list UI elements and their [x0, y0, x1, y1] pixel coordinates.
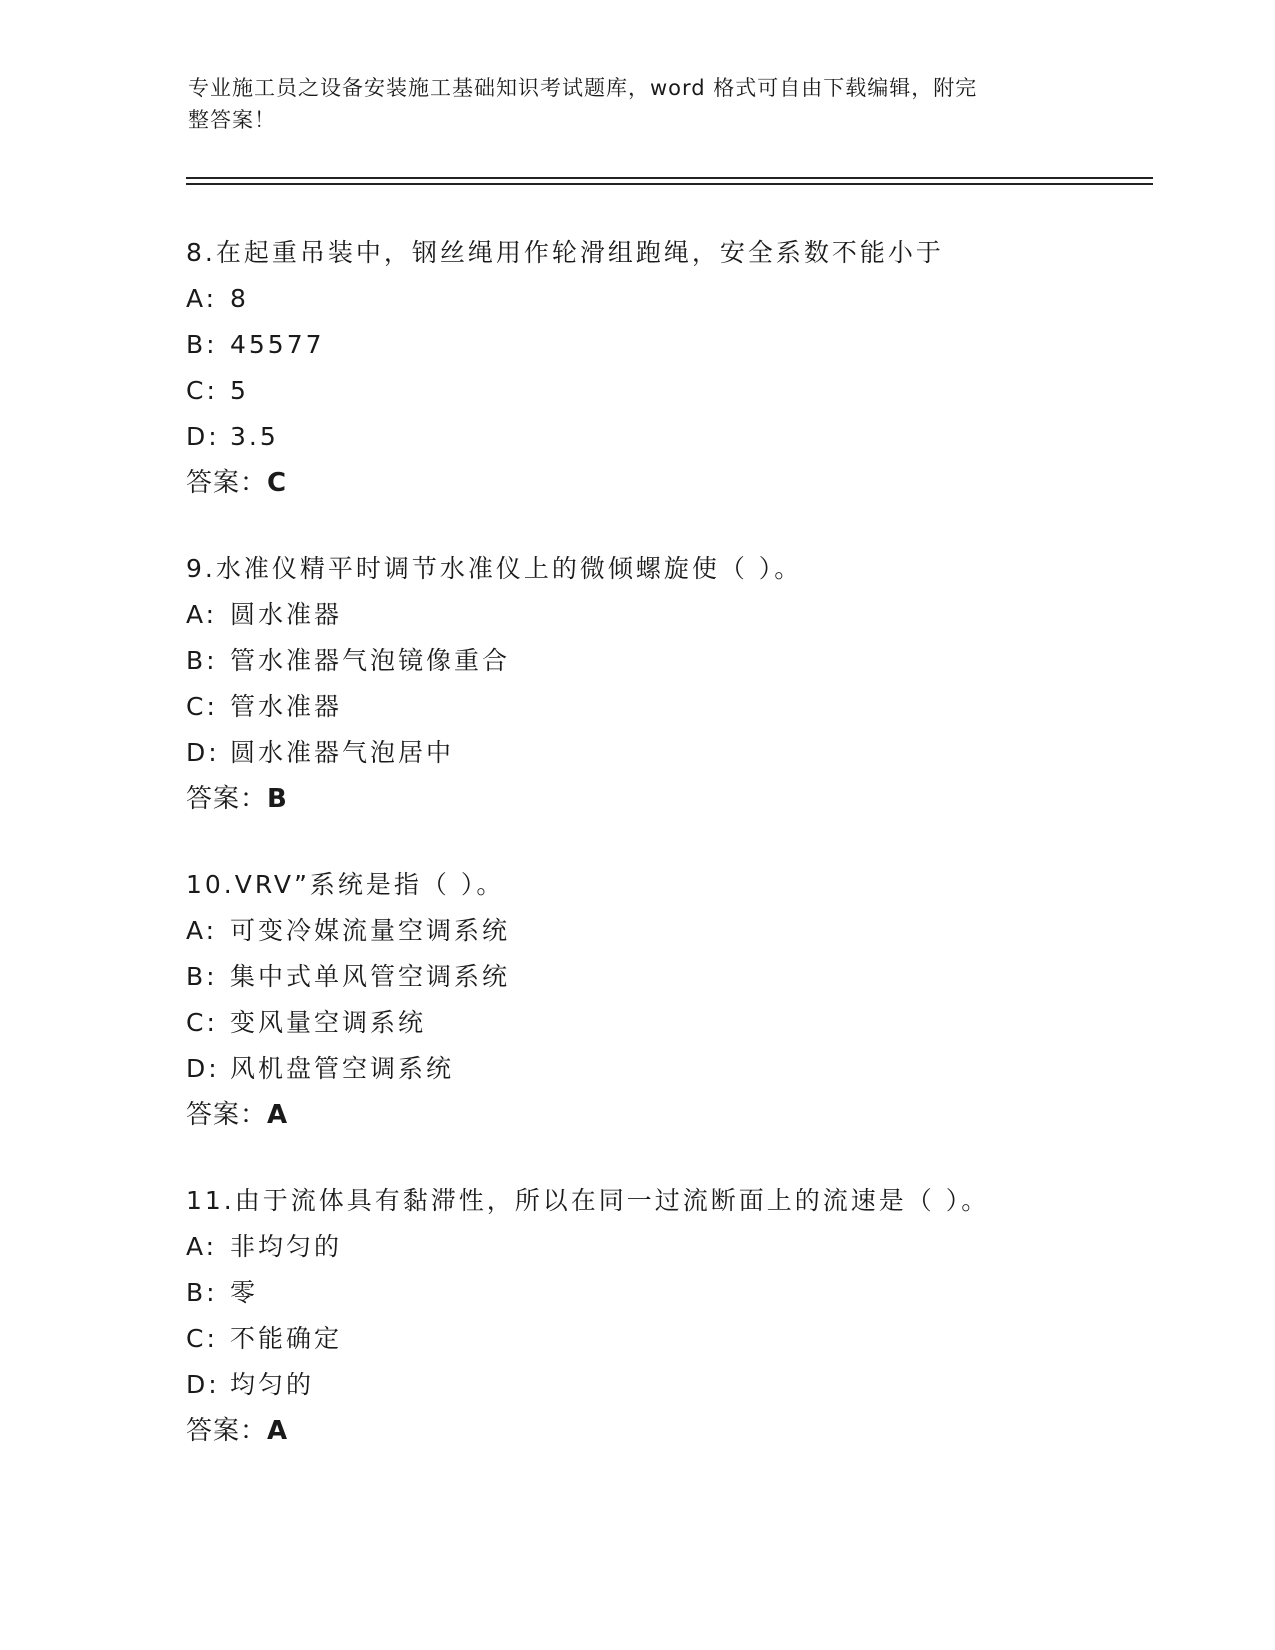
option-text: 不能确定 [230, 1324, 343, 1353]
option-c [186, 1323, 1186, 1369]
option-text: 8 [230, 284, 249, 313]
option-key: D: [186, 422, 220, 451]
option-c [186, 375, 1186, 421]
answer-value: A [267, 1416, 289, 1446]
answer-line [186, 783, 1186, 827]
option-text: 3.5 [230, 422, 279, 451]
option-text: 可变冷媒流量空调系统 [230, 916, 511, 945]
option-key: C: [186, 692, 218, 721]
answer-label: 答案： [186, 1100, 268, 1130]
header-divider-top [186, 177, 1153, 179]
option-a [186, 599, 1186, 645]
option-text: 管水准器 [230, 692, 343, 721]
question-stem: 9.水准仪精平时调节水准仪上的微倾螺旋使（ ）。 [186, 554, 803, 583]
option-key: A: [186, 284, 218, 313]
header-line-2: 整答案！ [188, 108, 276, 132]
option-b [186, 645, 1186, 691]
option-key: B: [186, 962, 218, 991]
question-11 [186, 1185, 1186, 1459]
option-key: D: [186, 738, 220, 767]
option-b [186, 329, 1186, 375]
question-stem: 8.在起重吊装中，钢丝绳用作轮滑组跑绳，安全系数不能小于 [186, 238, 944, 267]
option-text: 圆水准器 [230, 600, 343, 629]
option-key: B: [186, 646, 218, 675]
header-divider-bottom [186, 183, 1153, 185]
question-9 [186, 553, 1186, 827]
option-text: 均匀的 [230, 1370, 315, 1399]
option-d [186, 1053, 1186, 1099]
option-text: 5 [230, 376, 249, 405]
question-stem: 10.VRV”系统是指（ ）。 [186, 870, 505, 899]
option-text: 圆水准器气泡居中 [230, 738, 455, 767]
option-key: B: [186, 1278, 218, 1307]
answer-label: 答案： [186, 468, 268, 498]
option-key: C: [186, 376, 218, 405]
question-stem: 11.由于流体具有黏滞性，所以在同一过流断面上的流速是（ ）。 [186, 1186, 990, 1215]
answer-value: A [267, 1100, 289, 1130]
option-text: 管水准器气泡镜像重合 [230, 646, 511, 675]
option-text: 变风量空调系统 [230, 1008, 427, 1037]
answer-line [186, 467, 1186, 511]
answer-value: C [267, 468, 288, 498]
option-d [186, 421, 1186, 467]
option-key: A: [186, 916, 218, 945]
option-c [186, 691, 1186, 737]
option-b [186, 1277, 1186, 1323]
option-key: D: [186, 1370, 220, 1399]
answer-label: 答案： [186, 784, 268, 814]
question-8 [186, 237, 1186, 511]
option-a [186, 283, 1186, 329]
option-b [186, 961, 1186, 1007]
header-line-1: 专业施工员之设备安装施工基础知识考试题库，word 格式可自由下载编辑，附完 [188, 76, 978, 100]
option-key: A: [186, 600, 218, 629]
option-key: C: [186, 1008, 218, 1037]
option-c [186, 1007, 1186, 1053]
answer-label: 答案： [186, 1416, 268, 1446]
option-text: 风机盘管空调系统 [230, 1054, 455, 1083]
option-a [186, 1231, 1186, 1277]
document-header [188, 72, 1068, 136]
option-text: 零 [230, 1278, 259, 1307]
option-text: 非均匀的 [230, 1232, 343, 1261]
option-text: 集中式单风管空调系统 [230, 962, 511, 991]
option-key: D: [186, 1054, 220, 1083]
answer-line [186, 1099, 1186, 1143]
question-10 [186, 869, 1186, 1143]
option-d [186, 737, 1186, 783]
answer-line [186, 1415, 1186, 1459]
option-a [186, 915, 1186, 961]
answer-value: B [267, 784, 288, 814]
option-text: 45577 [230, 330, 325, 359]
option-key: C: [186, 1324, 218, 1353]
option-key: B: [186, 330, 218, 359]
option-key: A: [186, 1232, 218, 1261]
option-d [186, 1369, 1186, 1415]
